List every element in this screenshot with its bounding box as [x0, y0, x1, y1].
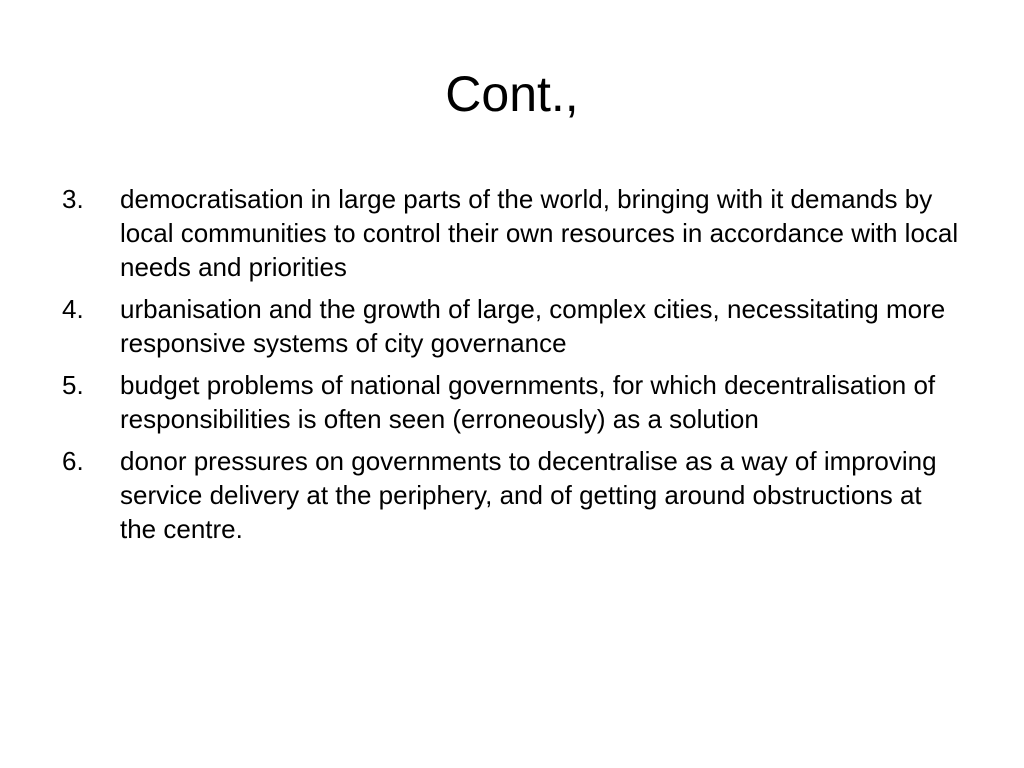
numbered-list	[62, 182, 962, 554]
list-item	[62, 444, 962, 546]
list-item-number: 5.	[62, 370, 84, 400]
list-item	[62, 292, 962, 360]
list-item-text: budget problems of national governments, for which decentralisation of responsibilities is often seen (erroneously) as a solution	[120, 370, 936, 434]
list-item-number: 6.	[62, 446, 84, 476]
list-item-text: urbanisation and the growth of large, complex cities, necessitating more responsive systems of city governance	[120, 294, 946, 358]
list-item	[62, 182, 962, 284]
list-item-number: 4.	[62, 294, 84, 324]
list-item-text: democratisation in large parts of the world, bringing with it demands by local communities to control their own resources in accordance with local needs and priorities	[120, 184, 959, 282]
slide-title: Cont.,	[445, 66, 579, 122]
list-item-number: 3.	[62, 184, 84, 214]
list-item	[62, 368, 962, 436]
list-item-text: donor pressures on governments to decentralise as a way of improving service delivery at the periphery, and of getting around obstructions at the centre.	[120, 446, 937, 544]
